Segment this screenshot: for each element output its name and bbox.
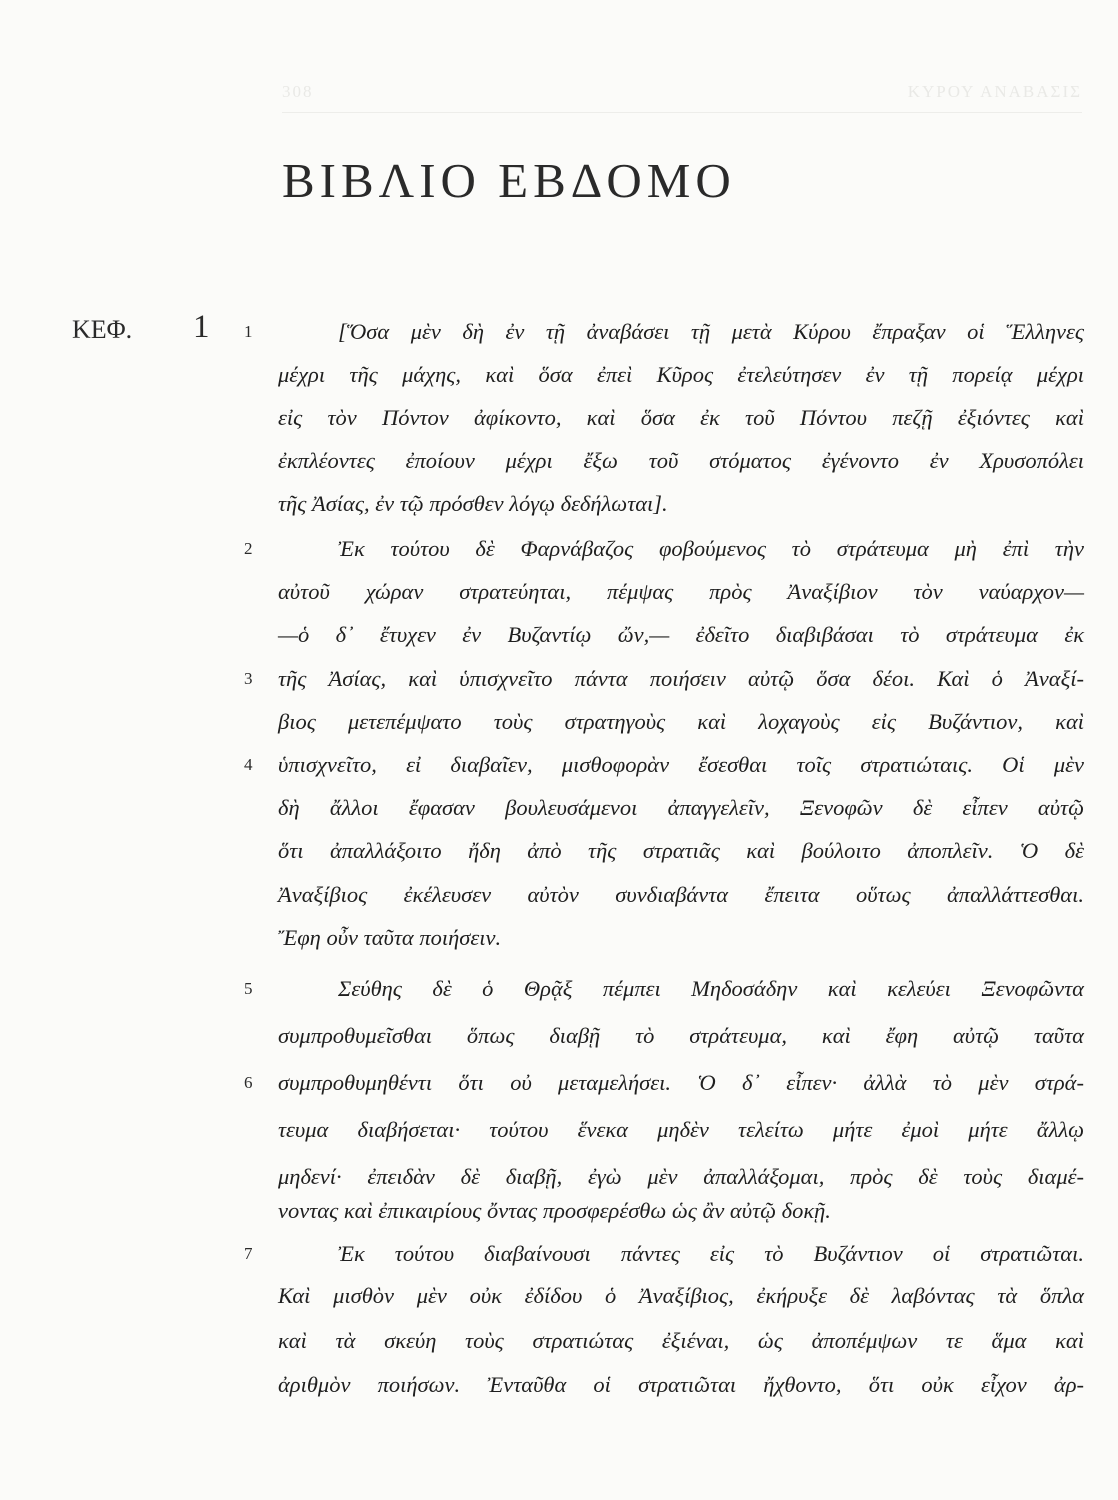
section-number-5: 5 xyxy=(244,979,253,998)
book-title: ΒΙΒΛΙΟ ΕΒΔΟΜΟ xyxy=(282,153,736,208)
text-line: τῆς Ἀσίας, καὶ ὑπισχνεῖτο πάντα ποιήσειν αὐτῷ ὅσα δέοι. Καὶ ὁ Ἀναξί- xyxy=(278,666,1084,691)
section-number-1: 1 xyxy=(244,322,253,341)
text-line: βιος μετεπέμψατο τοὺς στρατηγοὺς καὶ λοχαγοὺς εἰς Βυζάντιον, καὶ xyxy=(278,709,1084,734)
chapter-label: ΚΕΦ. xyxy=(72,315,133,344)
text-line: μέχρι τῆς μάχης, καὶ ὅσα ἐπεὶ Κῦρος ἐτελεύτησεν ἐν τῇ πορείᾳ μέχρι xyxy=(278,362,1084,387)
text-line: Ἐκ τούτου δὲ Φαρνάβαζος φοβούμενος τὸ στράτευμα μὴ ἐπὶ τὴν xyxy=(338,536,1084,561)
text-line: δὴ ἄλλοι ἔφασαν βουλευσάμενοι ἀπαγγελεῖν, Ξενοφῶν δὲ εἶπεν αὐτῷ xyxy=(278,795,1084,820)
text-line: αὐτοῦ χώραν στρατεύηται, πέμψας πρὸς Ἀναξίβιον τὸν ναύαρχον— xyxy=(278,579,1084,604)
text-line: συμπροθυμηθέντι ὅτι οὐ μεταμελήσει. Ὁ δ᾽ εἶπεν· ἀλλὰ τὸ μὲν στρά- xyxy=(278,1070,1084,1095)
text-line: ἀριθμὸν ποιήσων. Ἐνταῦθα οἱ στρατιῶται ἤχθοντο, ὅτι οὐκ εἶχον ἀρ- xyxy=(278,1372,1084,1397)
text-line: Ἔφη οὖν ταῦτα ποιήσειν. xyxy=(278,925,502,950)
section-number-6: 6 xyxy=(244,1073,253,1092)
chapter-number: 1 xyxy=(193,309,210,345)
text-line: —ὁ δ᾽ ἔτυχεν ἐν Βυζαντίῳ ὤν,— ἐδεῖτο διαβιβάσαι τὸ στράτευμα ἐκ xyxy=(278,622,1084,647)
section-number-3: 3 xyxy=(244,669,253,688)
text-line: ἐκπλέοντες ἐποίουν μέχρι ἔξω τοῦ στόματος ἐγένοντο ἐν Χρυσοπόλει xyxy=(278,448,1084,473)
text-line: εἰς τὸν Πόντον ἀφίκοντο, καὶ ὅσα ἐκ τοῦ Πόντου πεζῇ ἐξιόντες καὶ xyxy=(278,405,1084,430)
section-number-4: 4 xyxy=(244,755,253,774)
bleed-through-running-title: ΚΥΡΟΥ ΑΝΑΒΑΣΙΣ xyxy=(907,82,1082,101)
bleed-through-running-header xyxy=(282,82,1082,113)
text-line: Καὶ μισθὸν μὲν οὐκ ἐδίδου ὁ Ἀναξίβιος, ἐκήρυξε δὲ λαβόντας τὰ ὅπλα xyxy=(278,1283,1084,1308)
text-line: Ἐκ τούτου διαβαίνουσι πάντες εἰς τὸ Βυζάντιον οἱ στρατιῶται. xyxy=(338,1241,1084,1266)
text-line: συμπροθυμεῖσθαι ὅπως διαβῇ τὸ στράτευμα, καὶ ἔφη αὐτῷ ταῦτα xyxy=(278,1023,1084,1048)
bleed-through-page-number: 308 xyxy=(282,82,314,101)
section-number-7: 7 xyxy=(244,1244,253,1263)
text-line: καὶ τὰ σκεύη τοὺς στρατιώτας ἐξιέναι, ὡς ἀποπέμψων τε ἅμα καὶ xyxy=(278,1328,1084,1353)
text-line: τῆς Ἀσίας, ἐν τῷ πρόσθεν λόγῳ δεδήλωται]. xyxy=(278,491,668,516)
text-line: τευμα διαβήσεται· τούτου ἕνεκα μηδὲν τελείτω μήτε ἐμοὶ μήτε ἄλλῳ xyxy=(278,1117,1084,1142)
text-line: Ἀναξίβιος ἐκέλευσεν αὐτὸν συνδιαβάντα ἔπειτα οὕτως ἀπαλλάττεσθαι. xyxy=(278,882,1084,907)
text-line: μηδενί· ἐπειδὰν δὲ διαβῇ, ἐγὼ μὲν ἀπαλλάξομαι, πρὸς δὲ τοὺς διαμέ- xyxy=(278,1164,1084,1189)
section-number-2: 2 xyxy=(244,539,253,558)
text-line: ὑπισχνεῖτο, εἰ διαβαῖεν, μισθοφορὰν ἔσεσθαι τοῖς στρατιώταις. Οἱ μὲν xyxy=(278,752,1084,777)
text-line: ὅτι ἀπαλλάξοιτο ἤδη ἀπὸ τῆς στρατιᾶς καὶ βούλοιτο ἀποπλεῖν. Ὁ δὲ xyxy=(278,838,1084,863)
text-line: Σεύθης δὲ ὁ Θρᾷξ πέμπει Μηδοσάδην καὶ κελεύει Ξενοφῶντα xyxy=(338,976,1084,1001)
text-line: [Ὅσα μὲν δὴ ἐν τῇ ἀναβάσει τῇ μετὰ Κύρου ἔπραξαν οἱ Ἕλληνες xyxy=(338,319,1084,344)
text-line: νοντας καὶ ἐπικαιρίους ὄντας προσφερέσθω ὡς ἂν αὐτῷ δοκῇ. xyxy=(278,1198,831,1223)
